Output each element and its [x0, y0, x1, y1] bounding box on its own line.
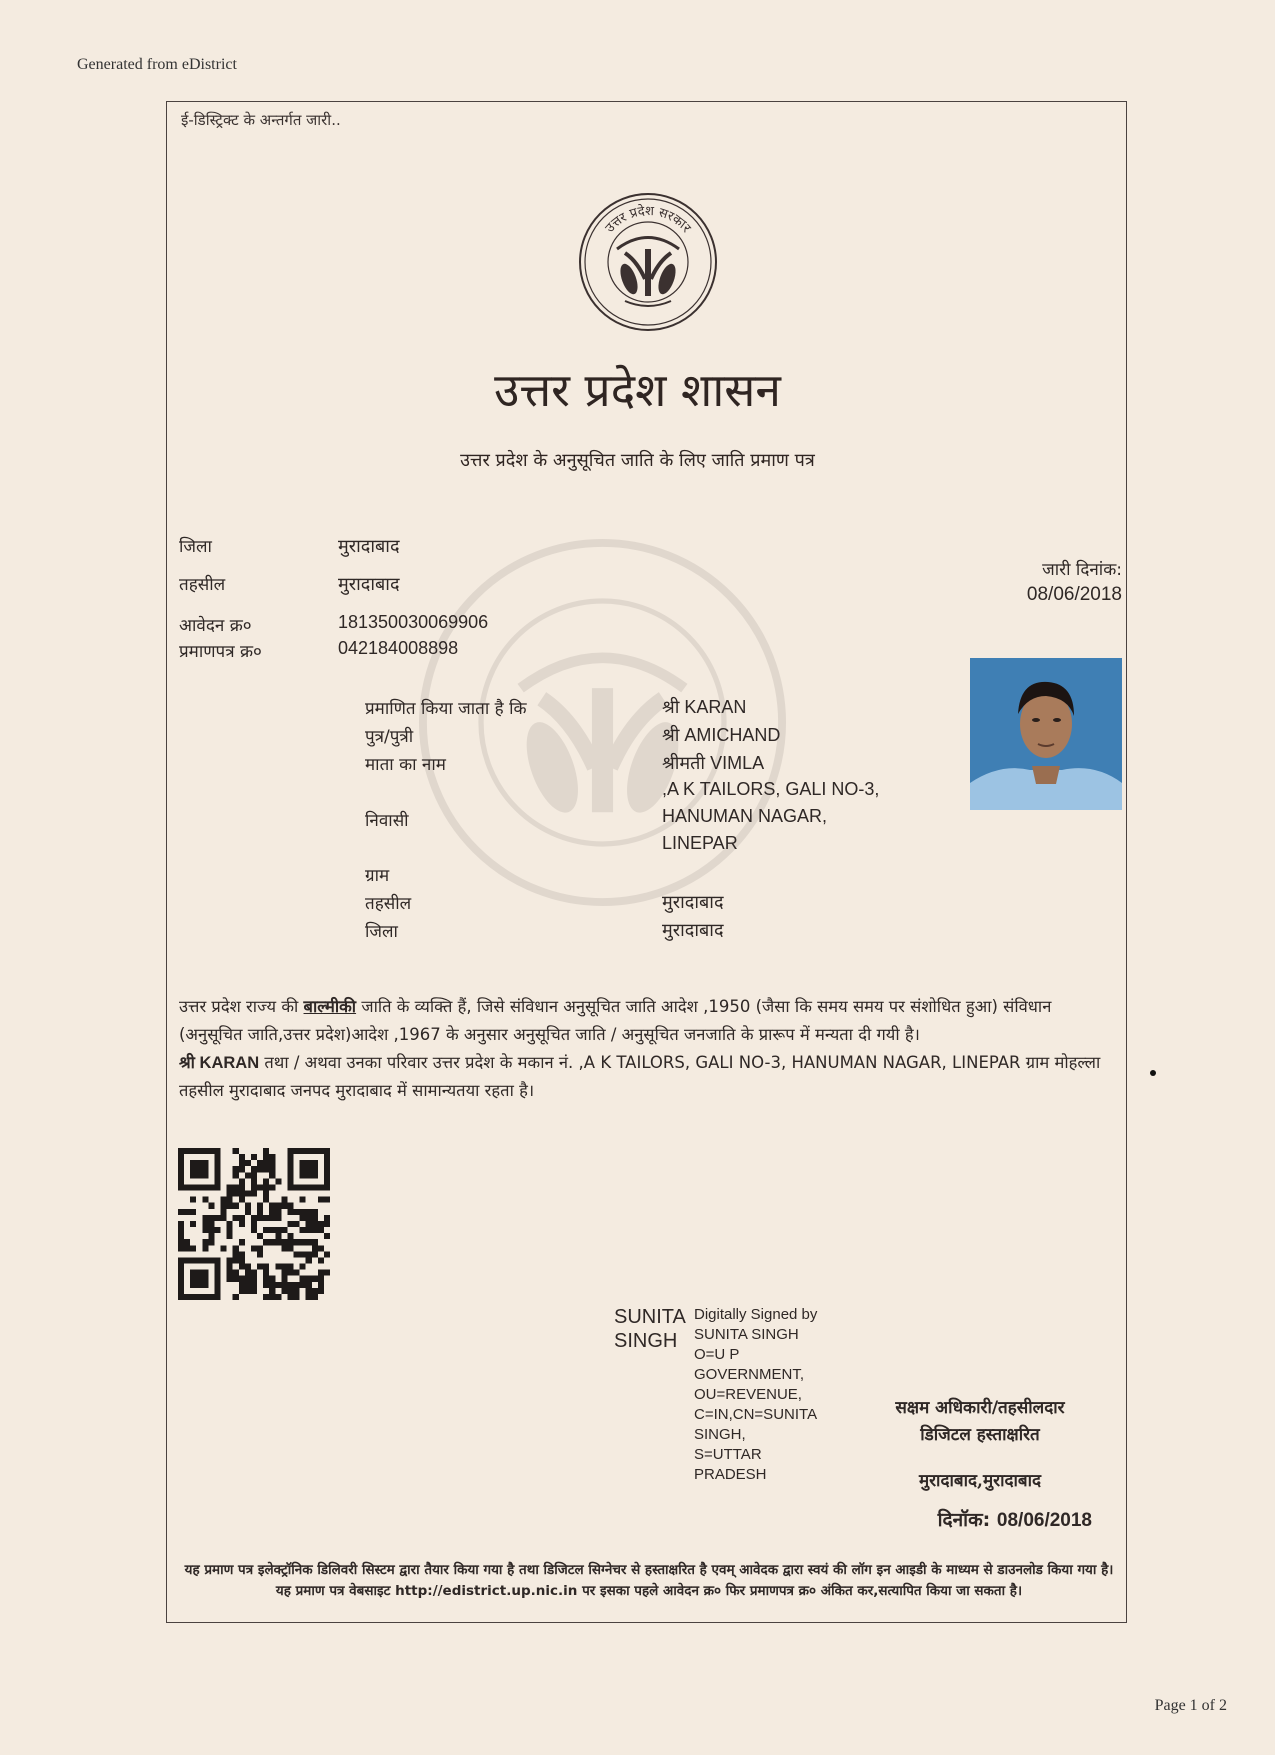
- person-district-label: जिला: [365, 922, 398, 942]
- digitally-signed-label: डिजिटल हस्ताक्षरित: [920, 1425, 1040, 1445]
- applicant-name: श्री KARAN: [662, 697, 747, 717]
- caste-name: बाल्मीकी: [303, 997, 357, 1016]
- person-tehsil-value: मुरादाबाद: [662, 892, 724, 913]
- application-no-value: 181350030069906: [338, 612, 489, 632]
- district-label: जिला: [179, 537, 212, 557]
- mother-name-label: माता का नाम: [365, 755, 446, 775]
- issue-date-label: जारी दिनांक:: [1042, 560, 1122, 580]
- certified-label: प्रमाणित किया जाता है कि: [365, 699, 527, 719]
- address-line-3: LINEPAR: [662, 833, 738, 853]
- village-label: ग्राम: [365, 866, 390, 886]
- residence-statement: श्री KARAN तथा / अथवा उनका परिवार उत्तर प्रदेश के मकान नं. ,A K TAILORS, GALI NO-3, HANUMAN NAGAR, LINEPAR ग्राम मोहल्ला तहसील मुरादाबाद जनपद मुरादाबाद में सामान्यतया रहता है।: [179, 1053, 1101, 1100]
- certificate-subtitle: उत्तर प्रदेश के अनुसूचित जाति के लिए जाति प्रमाण पत्र: [460, 450, 815, 471]
- page-number: Page 1 of 2: [1154, 1697, 1227, 1714]
- applicant-photo: [970, 658, 1122, 810]
- certificate-no-value: 042184008898: [338, 638, 459, 658]
- father-name: श्री AMICHAND: [662, 725, 781, 745]
- issued-under-note: ई-डिस्ट्रिक्ट के अन्तर्गत जारी..: [181, 111, 341, 129]
- person-district-value: मुरादाबाद: [662, 920, 724, 941]
- certificate-no-label: प्रमाणपत्र क्र०: [179, 642, 262, 662]
- resident-label: निवासी: [365, 811, 409, 831]
- digital-signature-details: Digitally Signed by SUNITA SINGH O=U P GOVERNMENT, OU=REVENUE, C=IN,CN=SUNITA SINGH, S=UTTAR PRADESH: [694, 1306, 818, 1483]
- certificate-title: उत्तर प्रदेश शासन: [494, 363, 781, 417]
- signed-date: दिनॉक: 08/06/2018: [937, 1509, 1092, 1531]
- caste-statement: उत्तर प्रदेश राज्य की बाल्मीकी जाति के व्यक्ति हैं, जिसे संविधान अनुसूचित जाति आदेश ,1950 (जैसा कि समय समय पर संशोधित हुआ) संविधान (अनुसूचित जाति,उत्तर प्रदेश)आदेश ,1967 के अनुसार अनुसूचित जाति / अनुसूचित जनजाति के प्रारूप में मन्यता दी गयी है।: [179, 997, 1052, 1044]
- issue-date-value: 08/06/2018: [1026, 584, 1122, 605]
- authority-designation: सक्षम अधिकारी/तहसीलदार: [895, 1398, 1065, 1418]
- person-tehsil-label: तहसील: [365, 894, 412, 914]
- tehsil-label: तहसील: [179, 575, 226, 595]
- signer-name: SUNITA SINGH: [614, 1306, 686, 1352]
- authority-location: मुरादाबाद,मुरादाबाद: [918, 1471, 1042, 1491]
- up-govt-seal-icon: [577, 191, 719, 333]
- generated-from-note: Generated from eDistrict: [77, 56, 237, 73]
- certification-paragraph: [179, 993, 1113, 1105]
- ink-dot: [1150, 1070, 1156, 1076]
- address-line-2: HANUMAN NAGAR,: [662, 806, 828, 826]
- svg-text:उत्तर प्रदेश सरकार: उत्तर प्रदेश सरकार: [602, 203, 694, 236]
- application-no-label: आवेदन क्र०: [179, 616, 252, 636]
- mother-name: श्रीमती VIMLA: [662, 753, 765, 773]
- address-line-1: ,A K TAILORS, GALI NO-3,: [662, 779, 880, 799]
- district-value: मुरादाबाद: [338, 536, 400, 557]
- tehsil-value: मुरादाबाद: [338, 574, 400, 595]
- qr-code: [178, 1148, 330, 1300]
- verification-note: यह प्रमाण पत्र इलेक्ट्रॉनिक डिलिवरी सिस्टम द्वारा तैयार किया गया है तथा डिजिटल सिग्नेचर से हस्ताक्षरित है एवम् आवेदक द्वारा स्वयं की लॉग इन आइडी के माध्यम से डाउनलोड किया गया है। यह प्रमाण पत्र वेबसाइट http://edistrict.up.nic.in पर इसका पहले आवेदन क्र० फिर प्रमाणपत्र क्र० अंकित कर,सत्यापित किया जा सकता है।: [184, 1562, 1114, 1599]
- child-of-label: पुत्र/पुत्री: [365, 727, 414, 747]
